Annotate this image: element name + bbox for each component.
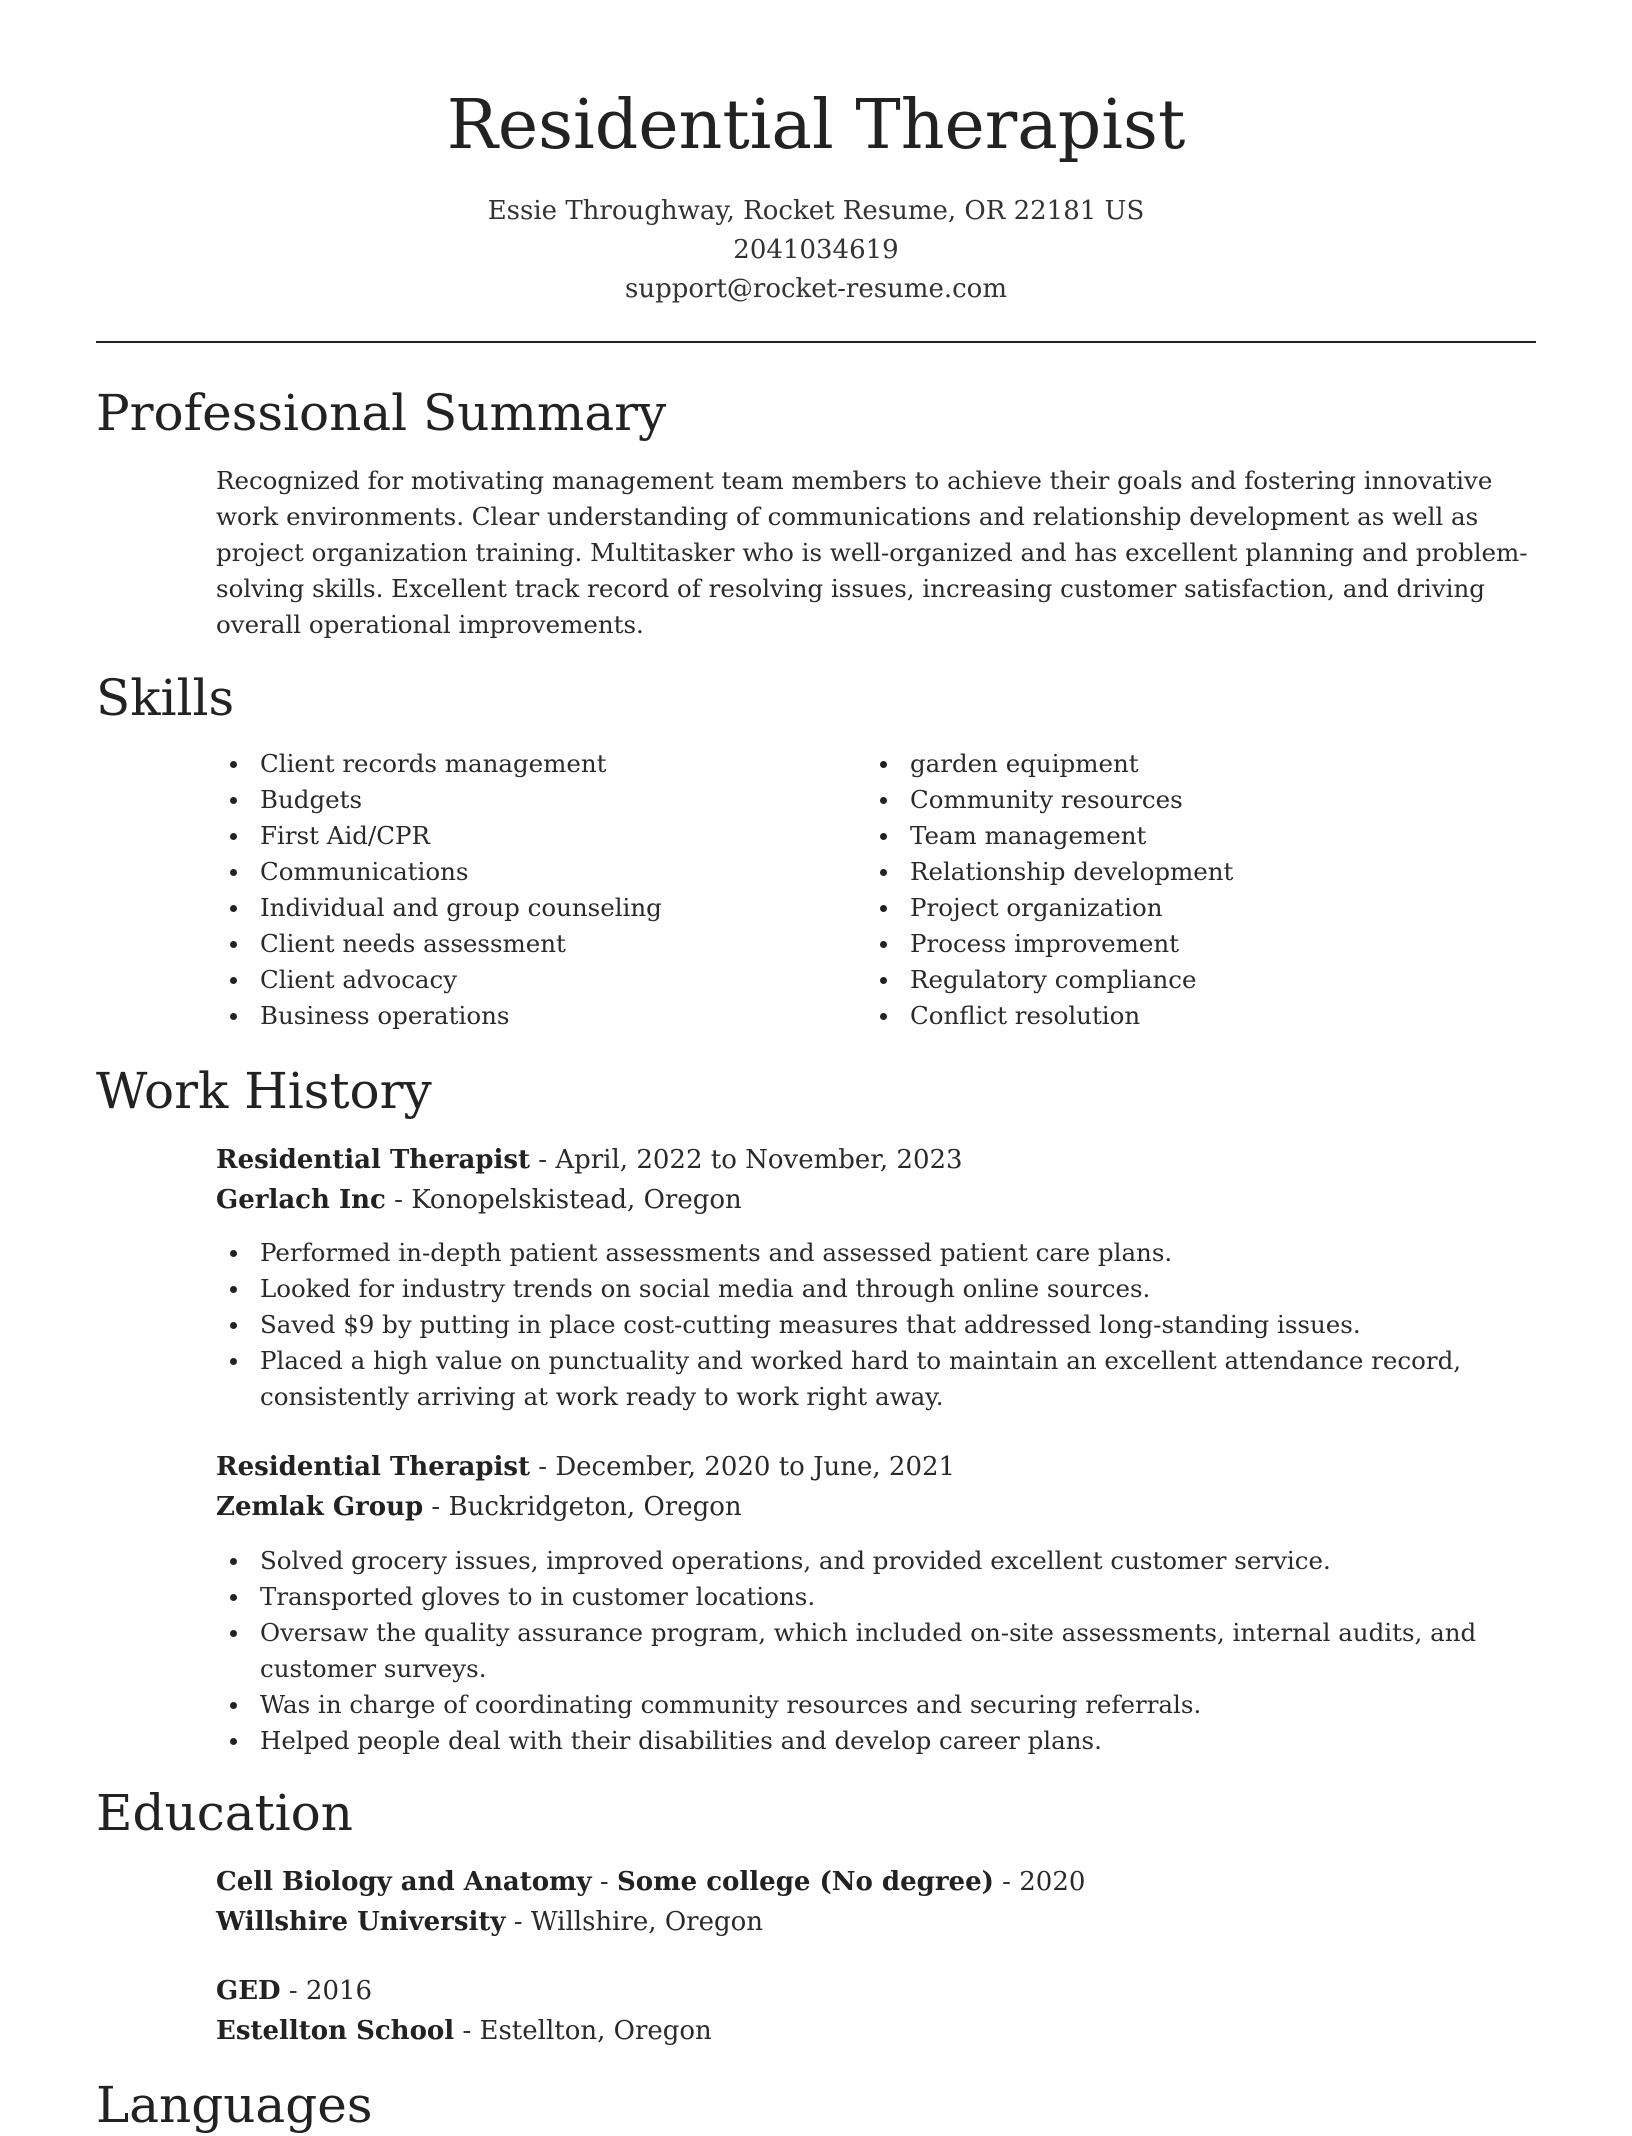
job-bullet: Performed in-depth patient assessments and assessed patient care plans. (216, 1235, 1536, 1271)
contact-email: support@rocket-resume.com (624, 274, 1007, 304)
job-entry (216, 1140, 1536, 1220)
skills-list-right (866, 746, 1516, 1034)
job-bullet: Saved $9 by putting in place cost-cutting measures that addressed long-standing issues. (216, 1307, 1536, 1343)
education-year: 2020 (1019, 1867, 1086, 1897)
education-heading: Education (96, 1784, 353, 1842)
work-history-heading: Work History (96, 1062, 432, 1120)
summary-section (216, 463, 1536, 643)
skills-heading: Skills (96, 669, 235, 727)
education-degree: GED (216, 1976, 281, 2006)
education-school-line: Estellton School - Estellton, Oregon (216, 2016, 712, 2046)
skills-list-left (216, 746, 866, 1034)
job-title: Residential Therapist (216, 1145, 530, 1175)
education-field: Cell Biology and Anatomy (216, 1867, 592, 1897)
job-company: Gerlach Inc (216, 1185, 386, 1215)
education-degree-line: GED - 2016 (216, 1976, 373, 2006)
job-bullet: Looked for industry trends on social media and through online sources. (216, 1271, 1536, 1307)
job-bullet: Was in charge of coordinating community resources and securing referrals. (216, 1687, 1536, 1723)
skill-item: Business operations (216, 998, 866, 1034)
skill-item: Relationship development (866, 854, 1516, 890)
skill-item: Conflict resolution (866, 998, 1516, 1034)
education-entry (216, 1862, 1536, 1942)
job-company-line: Gerlach Inc - Konopelskistead, Oregon (216, 1185, 742, 1215)
skill-item: Community resources (866, 782, 1516, 818)
education-school: Estellton School (216, 2016, 455, 2046)
job-company: Zemlak Group (216, 1492, 424, 1522)
job-bullet: Transported gloves to in customer locations. (216, 1579, 1536, 1615)
job-location: Buckridgeton, Oregon (448, 1492, 742, 1522)
summary-text: Recognized for motivating management team members to achieve their goals and fostering innovative work environments. Clear understanding of communications and relationship development as well as project organization training. Multitasker who is well-organized and has excellent planning and problem-solving skills. Excellent track record of resolving issues, increasing customer satisfaction, and driving overall operational improvements. (216, 466, 1528, 639)
skill-item: First Aid/CPR (216, 818, 866, 854)
skill-item: Client advocacy (216, 962, 866, 998)
job-bullets (216, 1543, 1536, 1759)
contact-address: Essie Throughway, Rocket Resume, OR 22181 US (487, 196, 1145, 226)
skill-item: Regulatory compliance (866, 962, 1516, 998)
contact-phone: 2041034619 (733, 235, 899, 265)
skill-item: Individual and group counseling (216, 890, 866, 926)
skill-item: Communications (216, 854, 866, 890)
resume-header (0, 0, 1632, 309)
summary-heading: Professional Summary (96, 384, 667, 442)
education-degree-line: Cell Biology and Anatomy - Some college (No degree) - 2020 (216, 1867, 1086, 1897)
education-year: 2016 (305, 1976, 373, 2006)
education-entry (216, 1971, 1536, 2051)
skills-section (216, 746, 1536, 1046)
page-title: Residential Therapist (446, 86, 1186, 165)
education-location: Willshire, Oregon (530, 1907, 763, 1937)
job-company-line: Zemlak Group - Buckridgeton, Oregon (216, 1492, 742, 1522)
job-title-line: Residential Therapist - April, 2022 to November, 2023 (216, 1145, 963, 1175)
job-bullet: Helped people deal with their disabilities and develop career plans. (216, 1723, 1536, 1759)
education-school: Willshire University (216, 1907, 506, 1937)
job-bullet: Placed a high value on punctuality and worked hard to maintain an excellent attendance record, consistently arriving at work ready to work right away. (216, 1343, 1536, 1415)
skill-item: Process improvement (866, 926, 1516, 962)
skill-item: Client records management (216, 746, 866, 782)
education-degree: Some college (No degree) (617, 1867, 994, 1897)
skill-item: Budgets (216, 782, 866, 818)
job-dates: April, 2022 to November, 2023 (555, 1145, 963, 1175)
job-title: Residential Therapist (216, 1452, 530, 1482)
job-bullets (216, 1235, 1536, 1415)
education-school-line: Willshire University - Willshire, Oregon (216, 1907, 763, 1937)
skill-item: Project organization (866, 890, 1516, 926)
skill-item: Team management (866, 818, 1516, 854)
job-entry (216, 1447, 1536, 1527)
job-location: Konopelskistead, Oregon (411, 1185, 742, 1215)
header-divider (96, 341, 1536, 343)
languages-heading: Languages (96, 2076, 373, 2134)
skill-item: Client needs assessment (216, 926, 866, 962)
job-bullet: Oversaw the quality assurance program, which included on-site assessments, internal audits, and customer surveys. (216, 1615, 1536, 1687)
job-bullet: Solved grocery issues, improved operations, and provided excellent customer service. (216, 1543, 1536, 1579)
education-location: Estellton, Oregon (479, 2016, 712, 2046)
job-dates: December, 2020 to June, 2021 (555, 1452, 956, 1482)
job-title-line: Residential Therapist - December, 2020 to June, 2021 (216, 1452, 956, 1482)
skill-item: garden equipment (866, 746, 1516, 782)
